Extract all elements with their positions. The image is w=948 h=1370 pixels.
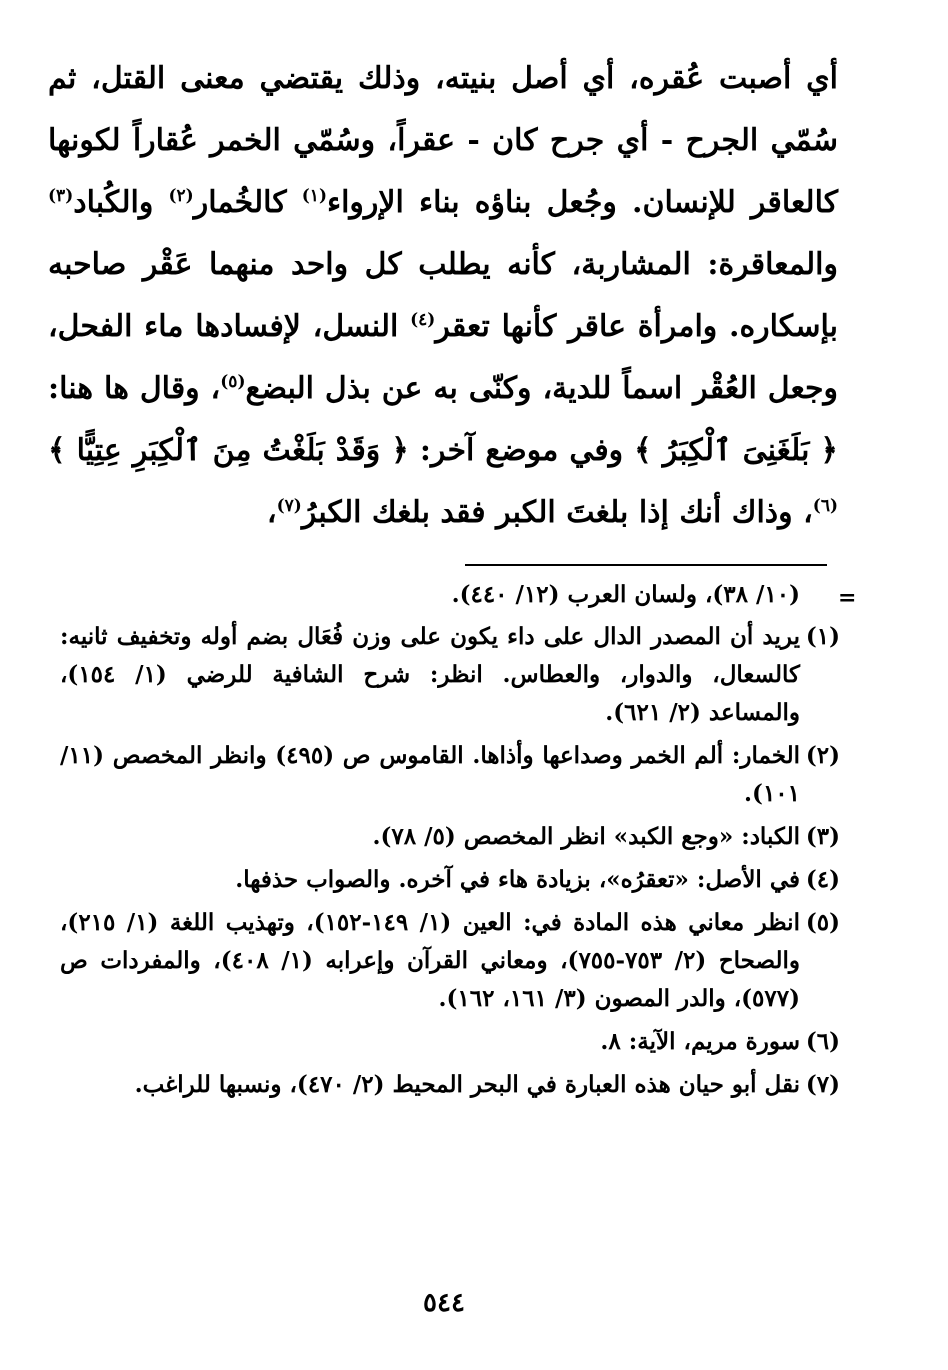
footnote-6 bbox=[60, 1023, 840, 1061]
footnote-1 bbox=[60, 618, 840, 732]
footnote-number: (٢) bbox=[805, 742, 840, 769]
footnotes-section bbox=[60, 576, 840, 1109]
footnote-3 bbox=[60, 818, 840, 856]
footnote-number: (٦) bbox=[805, 1028, 840, 1055]
quran-verse-1: ﴿ بَلَغَنِىَ ٱلْكِبَرُ ﴾ bbox=[634, 433, 838, 468]
footnote-text: يريد أن المصدر الدال على داء يكون على وزن فُعَال بضم أوله وتخفيف ثانيه: كالسعال، والدوار، والعطاس. انظر: شرح الشافية للرضي (١/ ١٥٤)، والمساعد (٢/ ٦٢١). bbox=[60, 623, 800, 726]
main-paragraph bbox=[48, 48, 838, 544]
footnote-ref-5[interactable]: (٥) bbox=[220, 372, 246, 392]
text-segment: والمعاقرة: المشاربة، كأنه يطلب كل واحد منهما عَقْر صاحبه بإسكاره. وامرأة عاقر كأنها تعقر bbox=[48, 247, 838, 344]
footnote-number: (٧) bbox=[805, 1071, 840, 1098]
footnote-separator bbox=[465, 564, 827, 566]
footnote-7 bbox=[60, 1066, 840, 1104]
text-segment: والكُباد bbox=[73, 185, 169, 220]
footnote-2 bbox=[60, 737, 840, 813]
text-segment: ، bbox=[266, 495, 277, 530]
footnote-ref-3[interactable]: (٣) bbox=[48, 186, 74, 206]
text-segment: أي أصبت عُقره، أي أصل بنيته، وذلك يقتضي معنى القتل، ثم سُمّي الجرح - أي جرح كان - عقراً، وسُمّي الخمر عُقاراً لكونها كالعاقر للإنسان. وجُعل بناؤه بناء الإرواء bbox=[48, 61, 838, 220]
footnote-number: (٥) bbox=[805, 909, 840, 936]
footnote-ref-7[interactable]: (٧) bbox=[276, 496, 302, 516]
footnote-ref-2[interactable]: (٢) bbox=[168, 186, 194, 206]
quran-verse-2: ﴿ وَقَدْ بَلَغْتُ مِنَ ٱلْكِبَرِ عِتِيًّا ﴾ bbox=[48, 433, 409, 468]
text-segment: النسل، لإفسادها ماء الفحل، وجعل العُقْر اسماً للدية، وكنّى به عن بذل البضع bbox=[48, 309, 838, 406]
footnote-text: الكباد: «وجع الكبد» انظر المخصص (٥/ ٧٨). bbox=[372, 823, 800, 850]
continuation-mark: = bbox=[838, 585, 857, 611]
footnote-text: انظر معاني هذه المادة في: العين (١/ ١٤٩-١٥٢)، وتهذيب اللغة (١/ ٢١٥)، والصحاح (٢/ ٧٥٣-٧٥٥)، ومعاني القرآن وإعرابه (١/ ٤٠٨)، والمفردات ص (٥٧٧)، والدر المصون (٣/ ١٦١، ١٦٢). bbox=[60, 909, 800, 1012]
footnote-continuation: (١٠/ ٣٨)، ولسان العرب (١٢/ ٤٤٠). bbox=[451, 581, 800, 608]
footnote-text: نقل أبو حيان هذه العبارة في البحر المحيط (٢/ ٤٧٠)، ونسبها للراغب. bbox=[134, 1071, 800, 1098]
footnote-text: في الأصل: «تعقرُه»، بزيادة هاء في آخره. والصواب حذفها. bbox=[235, 866, 800, 893]
footnote-number: (١) bbox=[805, 623, 840, 650]
footnote-text: الخمار: ألم الخمر وصداعها وأذاها. القاموس ص (٤٩٥) وانظر المخصص (١١/ ١٠١). bbox=[60, 742, 800, 807]
footnote-number: (٣) bbox=[805, 823, 840, 850]
footnote-ref-6[interactable]: (٦) bbox=[812, 496, 838, 516]
footnote-4 bbox=[60, 861, 840, 899]
footnote-text: سورة مريم، الآية: ٨. bbox=[600, 1028, 800, 1055]
footnote-5 bbox=[60, 904, 840, 1018]
main-text bbox=[48, 48, 838, 544]
footnote-ref-1[interactable]: (١) bbox=[301, 186, 327, 206]
footnote-ref-4[interactable]: (٤) bbox=[410, 310, 436, 330]
text-segment: ، وذاك أنك إذا بلغتَ الكبر فقد بلغك الكبرُ bbox=[301, 495, 813, 530]
text-segment: وفي موضع آخر: bbox=[408, 433, 635, 468]
footnote-number: (٤) bbox=[805, 866, 840, 893]
text-segment: كالخُمار bbox=[193, 185, 302, 220]
page-number: ٥٤٤ bbox=[423, 1288, 465, 1318]
text-segment: ، وقال ها هنا: bbox=[48, 371, 221, 406]
